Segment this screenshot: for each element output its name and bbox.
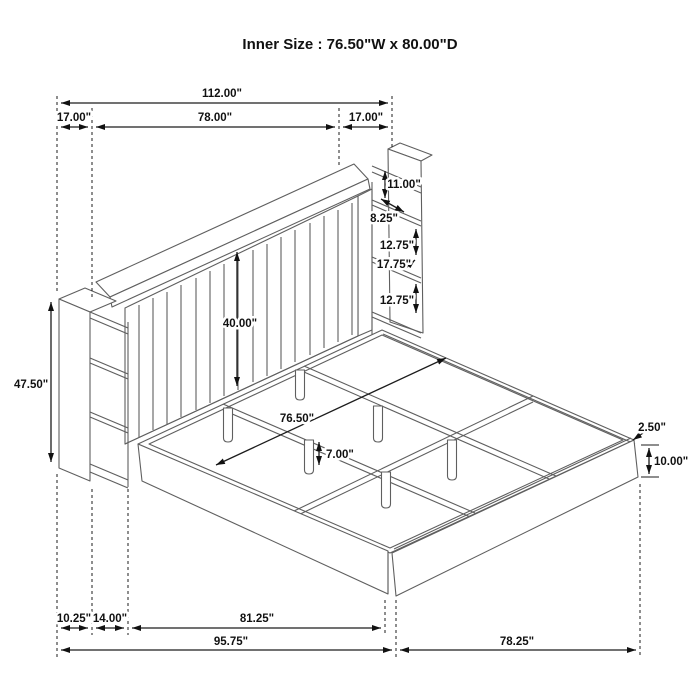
dim-pier-depth: 10.25" [56, 613, 92, 625]
dim-side-rail-height: 10.00" [654, 456, 689, 468]
left-shelf-pier [59, 288, 128, 488]
dim-shelf-opening-top: 11.00" [387, 179, 421, 191]
diagram-title: Inner Size : 76.50"W x 80.00"D [242, 36, 458, 53]
dim-left-pier-width: 17.00" [56, 112, 92, 124]
dim-shelf-opening-bottom: 12.75" [379, 295, 415, 307]
dim-leg-height: 7.00" [326, 449, 354, 461]
left-pier-shelves [90, 358, 128, 488]
dim-headboard-width: 78.00" [197, 112, 233, 124]
dim-right-pier-width: 17.00" [348, 112, 384, 124]
dim-platform-depth: 78.25" [499, 636, 535, 648]
dim-overall-width: 112.00" [202, 88, 242, 100]
dim-shelf-spacing: 17.75" [376, 259, 412, 271]
dim-shelf-depth: 8.25" [370, 213, 398, 225]
dim-platform-inner-depth: 81.25" [239, 613, 275, 625]
dim-headboard-depth: 14.00" [92, 613, 128, 625]
dim-overall-depth: 95.75" [213, 636, 249, 648]
dim-panel-height: 40.00" [222, 318, 258, 330]
dim-shelf-opening-middle: 12.75" [379, 240, 415, 252]
dim-inner-width: 76.50" [279, 413, 315, 425]
dim-rail-lip: 2.50" [638, 422, 666, 434]
dim-headboard-height: 47.50" [14, 379, 49, 391]
